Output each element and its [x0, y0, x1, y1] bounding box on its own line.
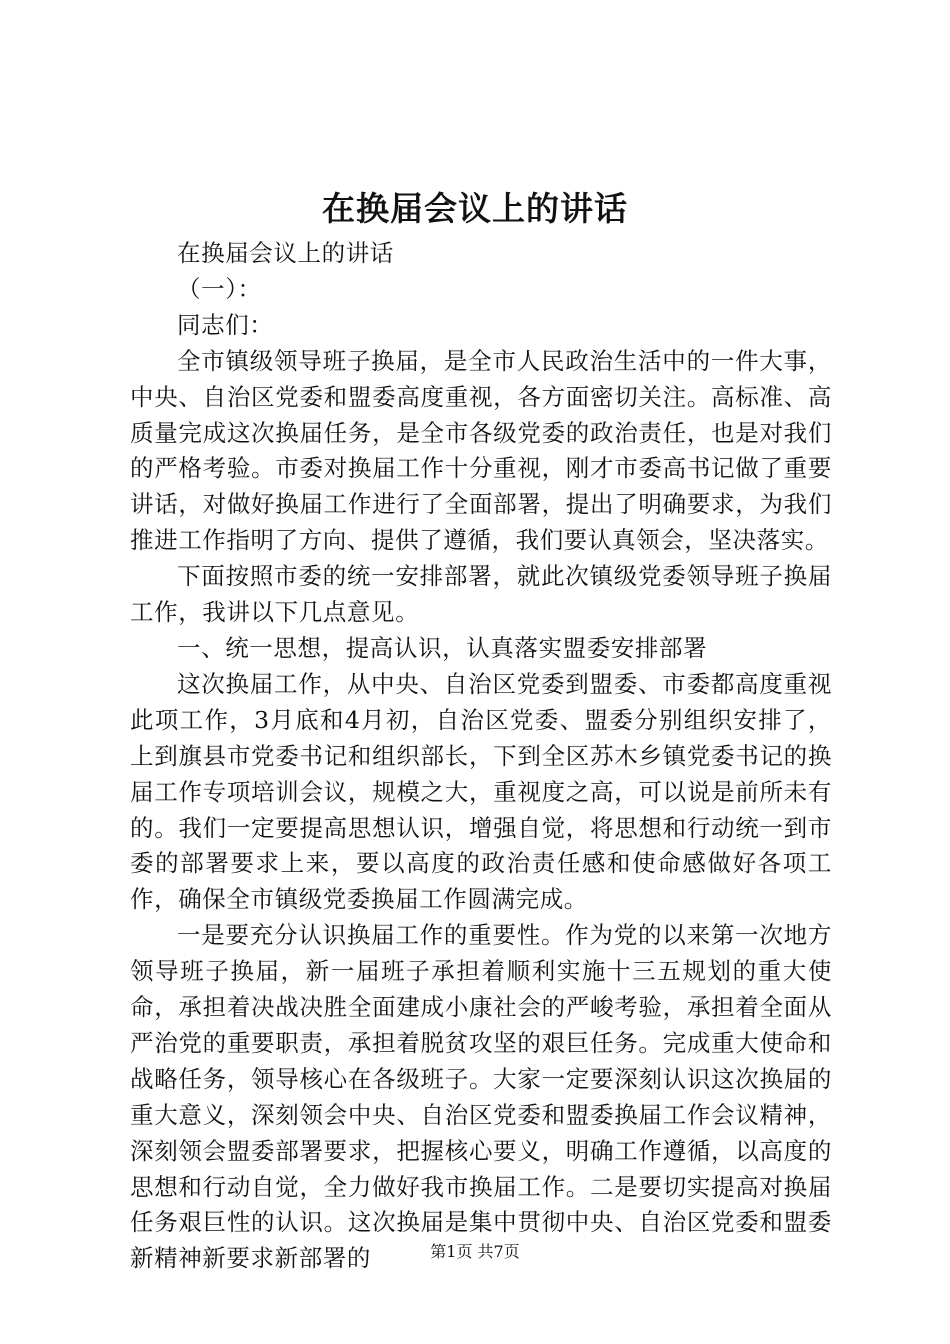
- paragraph-subtitle: 在换届会议上的讲话: [177, 239, 394, 267]
- document-body: [130, 236, 832, 1277]
- paragraph-body-one: 这次换届工作，从中央、自治区党委到盟委、市委都高度重视此项工作，3月底和4月初，自治区党委、盟委分别组织安排了，上到旗县市党委书记和组织部长，下到全区苏木乡镇党委书记的换届工作专项培训会议，规模之大，重视度之高，可以说是前所未有的。我们一定要提高思想认识，增强自觉，将思想和行动统一到市委的部署要求上来，要以高度的政治责任感和使命感做好各项工作，确保全市镇级党委换届工作圆满完成。: [130, 669, 832, 914]
- paragraph-body-two: 一是要充分认识换届工作的重要性。作为党的以来第一次地方领导班子换届，新一届班子承担着顺利实施十三五规划的重大使命，承担着决战决胜全面建成小康社会的严峻考验，承担着全面从严治党的重要职责，承担着脱贫攻坚的艰巨任务。完成重大使命和战略任务，领导核心在各级班子。大家一定要深刻认识这次换届的重大意义，深刻领会中央、自治区党委和盟委换届工作会议精神，深刻领会盟委部署要求，把握核心要义，明确工作遵循，以高度的思想和行动自觉，全力做好我市换届工作。二是要切实提高对换届任务艰巨性的认识。这次换届是集中贯彻中央、自治区党委和盟委新精神新要求新部署的: [130, 921, 832, 1273]
- document-title: 在换届会议上的讲话: [322, 189, 628, 228]
- paragraph-heading-one: 一、统一思想，提高认识，认真落实盟委安排部署: [177, 633, 708, 662]
- page-number-footer: 第1页 共7页: [430, 1242, 520, 1261]
- paragraph-section-number: （一）：: [177, 274, 262, 303]
- paragraph-intro: 全市镇级领导班子换届，是全市人民政治生活中的一件大事，中央、自治区党委和盟委高度重视，各方面密切关注。高标准、高质量完成这次换届任务，是全市各级党委的政治责任，也是对我们的严格考验。市委对换届工作十分重视，刚才市委高书记做了重要讲话，对做好换届工作进行了全面部署，提出了明确要求，为我们推进工作指明了方向、提供了遵循，我们要认真领会，坚决落实。: [130, 346, 832, 555]
- paragraph-arrangement: 下面按照市委的统一安排部署，就此次镇级党委领导班子换届工作，我讲以下几点意见。: [130, 562, 832, 627]
- paragraph-salutation: 同志们：: [177, 310, 274, 339]
